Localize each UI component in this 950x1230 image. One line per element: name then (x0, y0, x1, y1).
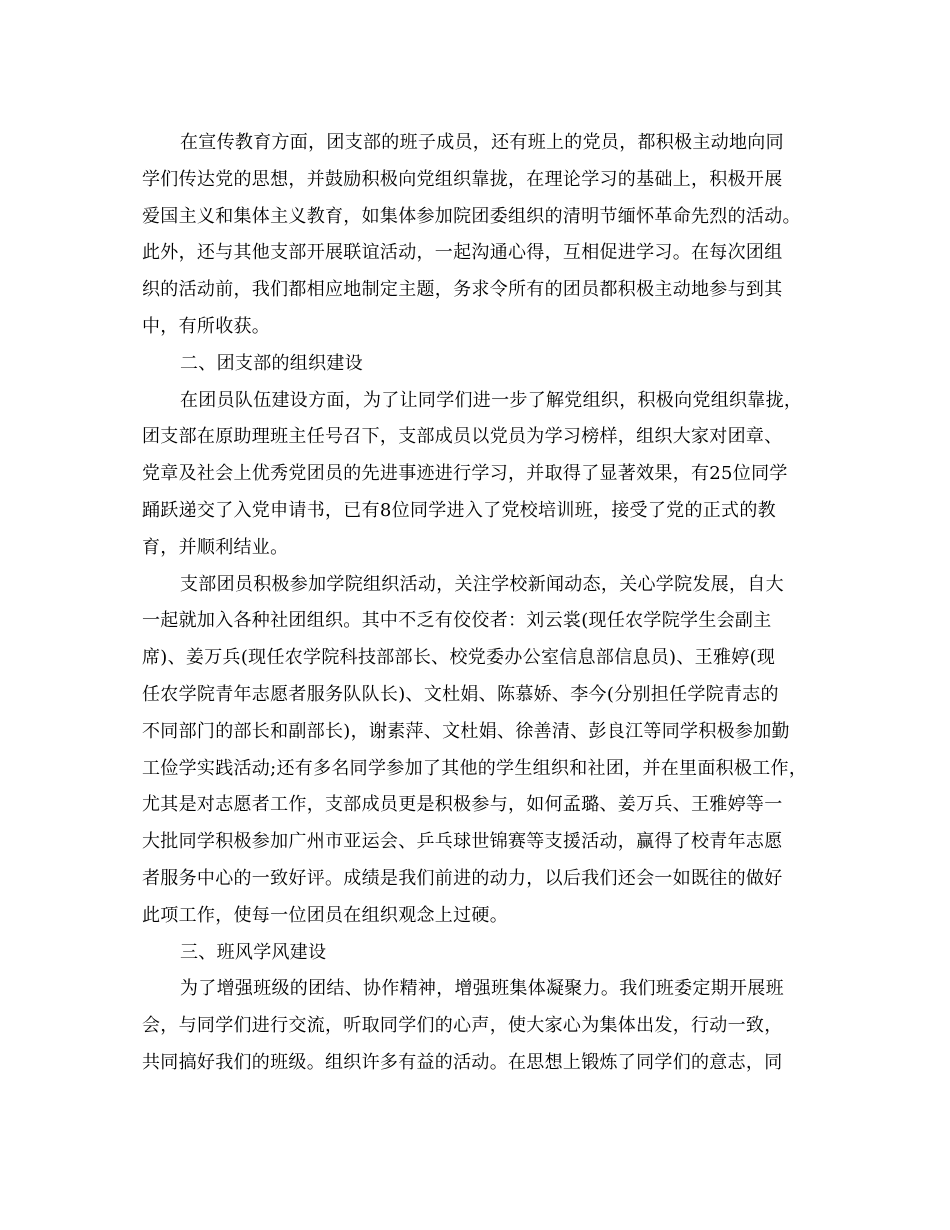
text-line: 尤其是对志愿者工作，支部成员更是积极参与，如何孟璐、姜万兵、王雅婷等一 (142, 794, 783, 816)
text-line: 此外，还与其他支部开展联谊活动，一起沟通心得，互相促进学习。在每次团组 (142, 242, 783, 264)
text-line: 团支部在原助理班主任号召下，支部成员以党员为学习榜样，组织大家对团章、 (142, 426, 783, 448)
text-line: 为了增强班级的团结、协作精神，增强班集体凝聚力。我们班委定期开展班 (180, 978, 784, 1000)
text-line: 育，并顺利结业。 (142, 536, 289, 558)
text-line: 共同搞好我们的班级。组织许多有益的活动。在思想上锻炼了同学们的意志，同 (142, 1051, 783, 1073)
text-line: 不同部门的部长和副部长)，谢素萍、文杜娟、徐善清、彭良江等同学积极参加勤 (142, 720, 790, 742)
text-line: 织的活动前，我们都相应地制定主题，务求令所有的团员都积极主动地参与到其 (142, 279, 783, 301)
text-line: 二、团支部的组织建设 (180, 352, 363, 374)
text-line: 在宣传教育方面，团支部的班子成员，还有班上的党员，都积极主动地向同 (180, 132, 784, 153)
text-line: 在团员队伍建设方面，为了让同学们进一步了解党组织，积极向党组织靠拢， (180, 389, 803, 411)
text-line: 大批同学积极参加广州市亚运会、乒乓球世锦赛等支援活动，赢得了校青年志愿 (142, 831, 783, 853)
text-line: 学们传达党的思想，并鼓励积极向党组织靠拢，在理论学习的基础上，积极开展 (142, 168, 783, 190)
text-line: 踊跃递交了入党申请书，已有8位同学进入了党校培训班，接受了党的正式的教 (142, 499, 776, 521)
text-line: 工俭学实践活动;还有多名同学参加了其他的学生组织和社团，并在里面积极工作， (142, 757, 808, 779)
text-line: 三、班风学风建设 (180, 941, 327, 963)
text-line: 党章及社会上优秀党团员的先进事迹进行学习，并取得了显著效果，有25位同学 (142, 463, 788, 485)
text-line: 中，有所收获。 (142, 315, 271, 337)
text-line: 一起就加入各种社团组织。其中不乏有佼佼者：刘云裳(现任农学院学生会副主 (142, 610, 772, 632)
text-line: 者服务中心的一致好评。成绩是我们前进的动力，以后我们还会一如既往的做好 (142, 867, 783, 889)
text-line: 任农学院青年志愿者服务队队长)、文杜娟、陈慕娇、李今(分别担任学院青志的 (142, 683, 779, 705)
text-line: 支部团员积极参加学院组织活动，关注学校新闻动态，关心学院发展，自大 (180, 573, 784, 595)
body-text (142, 125, 850, 1082)
text-line: 此项工作，使每一位团员在组织观念上过硬。 (142, 904, 508, 926)
text-line: 爱国主义和集体主义教育，如集体参加院团委组织的清明节缅怀革命先烈的活动。 (142, 205, 801, 227)
text-line: 会，与同学们进行交流，听取同学们的心声，使大家心为集体出发，行动一致， (142, 1015, 783, 1037)
text-line: 席)、姜万兵(现任农学院科技部部长、校党委办公室信息部信息员)、王雅婷(现 (142, 647, 776, 669)
